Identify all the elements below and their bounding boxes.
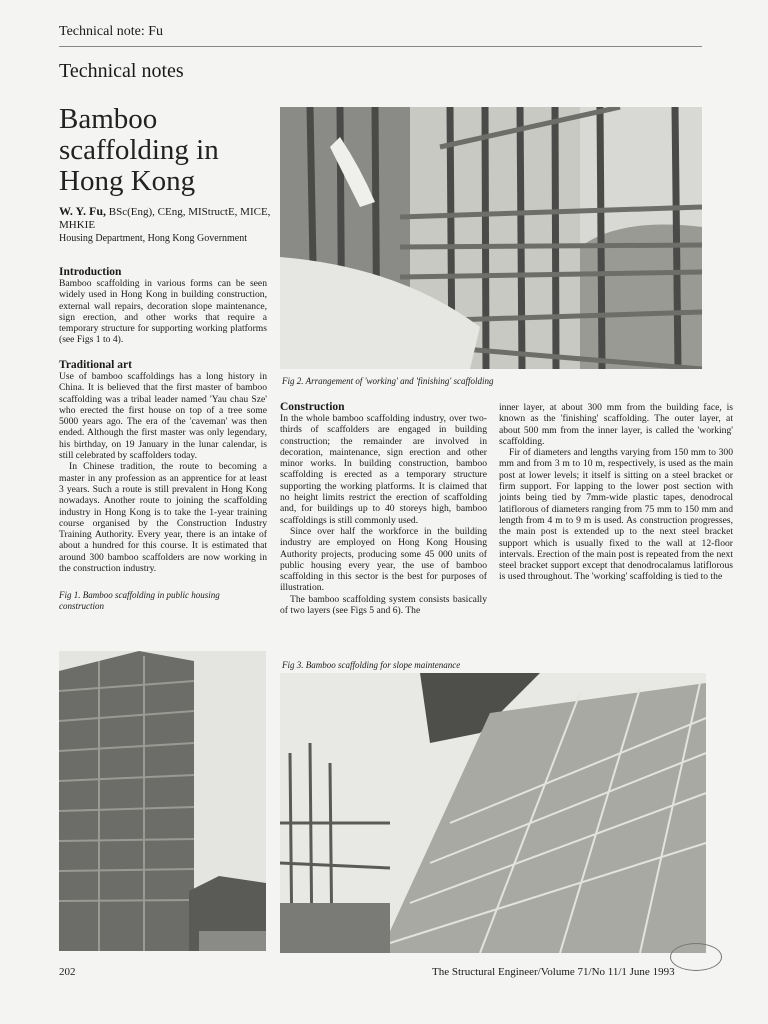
construction-heading: Construction xyxy=(280,401,345,413)
fig3-slope-illustration xyxy=(280,673,706,953)
construction-section xyxy=(280,401,487,616)
traditional-art-paragraph-1: Use of bamboo scaffoldings has a long history in China. It is believed that the first master of bamboo scaffolding was a tribal leader named 'Yau chau Sze' who erected the first house on top of a tree some 5000 years ago. The era of the 'caveman' was then ended. Although the first master was only legendary, his birthday, on 19 January in the lunar calendar, is still celebrated by scaffolders today. xyxy=(59,371,267,462)
author-qualifications: BSc(Eng), CEng, MIStructE, MICE, MHKIE xyxy=(59,206,271,231)
library-stamp xyxy=(670,943,722,971)
fig2-scaffolding-illustration xyxy=(280,107,702,369)
fig1-caption: Fig 1. Bamboo scaffolding in public housing construction xyxy=(59,590,220,612)
author-name: W. Y. Fu, xyxy=(59,204,107,218)
page-number: 202 xyxy=(59,966,76,978)
fig3-photo xyxy=(280,673,706,953)
column3-paragraph-2: Fir of diameters and lengths varying from 150 mm to 300 mm and from 3 m to 10 m, respectively, is used as the main post at lower levels; it itself is sitting on a steel bracket or firm support. For lapping to the lower post section with joints being tied by 7mm-wide plastic tapes, denodrocal latiflorous of diameters ranging from 75 mm to 150 mm and length from 4 m to 9 m is used. As construction progresses, the main post is extended up to the next steel bracket support which is usually fixed to the wall at 12-floor intervals. Erection of the main post is repeated from the next steel bracket support except that denodrocalamus latiflorous is used throughout. The 'working' scaffolding is tied to the xyxy=(499,447,733,583)
construction-paragraph-3: The bamboo scaffolding system consists basically of two layers (see Figs 5 and 6). The xyxy=(280,593,487,617)
fig1-building-illustration xyxy=(59,651,266,951)
fig2-photo xyxy=(280,107,702,369)
fig3-caption: Fig 3. Bamboo scaffolding for slope maintenance xyxy=(282,660,461,670)
introduction-section xyxy=(59,266,267,346)
running-header: Technical note: Fu xyxy=(59,24,163,39)
traditional-art-heading: Traditional art xyxy=(59,359,132,371)
author-line xyxy=(59,205,271,232)
article-title: Bamboo scaffolding in Hong Kong xyxy=(59,103,219,197)
construction-paragraph-1: In the whole bamboo scaffolding industry, over two-thirds of scaffolders are engaged in building construction; the remainder are involved in decoration, maintenance, sign erection and other minor works. In building construction, bamboo scaffolding is erected as a temporary structure supporting the working platforms. It is claimed that no height limits restrict the erection of scaffolding and, for buildings up to 40 storeys high, bamboo scaffoldings is still commonly used. xyxy=(280,413,487,526)
traditional-art-paragraph-2: In Chinese tradition, the route to becoming a master in any profession as an apprentice for at least 3 years. Such a route is still prevalent in Hong Kong nowadays. Another route to joining the scaffolding industry in Hong Kong is to take the 1-year training course organised by the Construction Industry Training Authority. Every year, there is an intake of about a hundred for this course. It is estimated that around 300 bamboo scaffolders are now working in the construction industry. xyxy=(59,461,267,575)
journal-citation: The Structural Engineer/Volume 71/No 11/1 June 1993 xyxy=(432,966,675,978)
construction-paragraph-2: Since over half the workforce in the building industry are employed on Hong Kong Housing Authority projects, producing some 45 000 units of public housing every year, the use of bamboo scaffolding in this sector is the best for purposes of illustration. xyxy=(280,525,487,594)
introduction-heading: Introduction xyxy=(59,266,122,278)
author-affiliation: Housing Department, Hong Kong Government xyxy=(59,233,248,244)
construction-continued xyxy=(499,402,733,583)
introduction-text: Bamboo scaffolding in various forms can be seen widely used in Hong Kong in building construction, external wall repairs, decoration slope maintenance, sign erection, and other works that require a temporary structure for supporting working platforms (see Figs 1 to 4). xyxy=(59,278,267,346)
fig1-photo xyxy=(59,651,266,951)
column3-paragraph-1: inner layer, at about 300 mm from the building face, is known as the 'finishing' scaffolding. The outer layer, at about 500 mm from the inner layer, is called the 'working' scaffolding. xyxy=(499,402,733,447)
header-rule xyxy=(59,46,702,47)
section-label: Technical notes xyxy=(59,60,184,82)
traditional-art-section xyxy=(59,359,267,612)
fig2-caption: Fig 2. Arrangement of 'working' and 'finishing' scaffolding xyxy=(282,376,494,386)
